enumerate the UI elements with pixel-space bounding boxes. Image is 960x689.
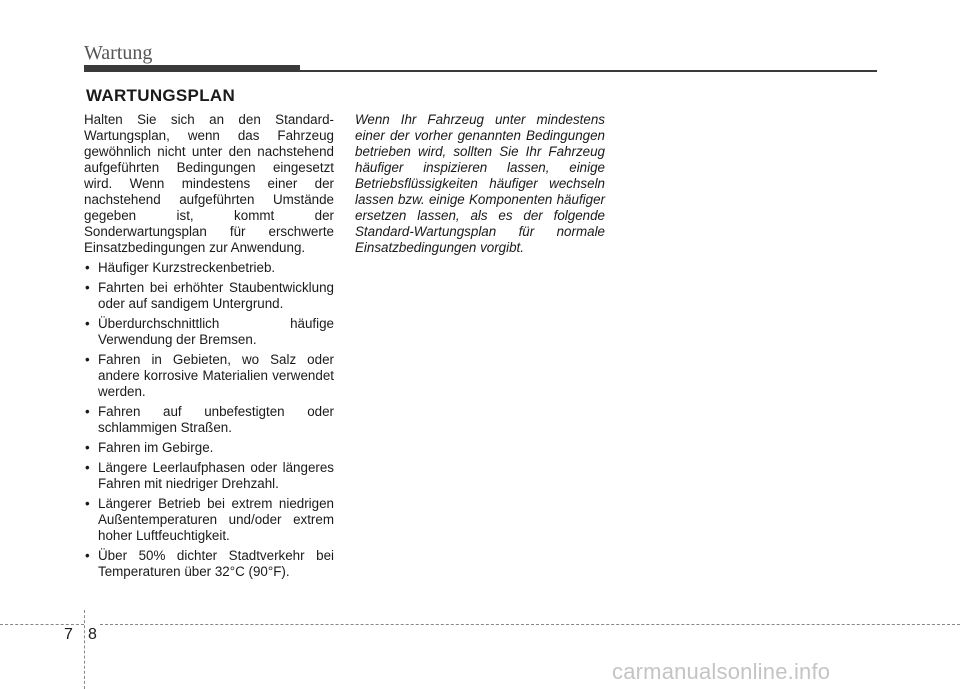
bullet: •	[85, 460, 90, 475]
list-item-text: Längerer Betrieb bei extrem niedrigen Außentemperaturen und/oder extrem hoher Luftfeuchtigkeit.	[98, 496, 334, 543]
bullet: •	[85, 352, 90, 367]
section-heading: WARTUNGSPLAN	[86, 86, 236, 105]
footer-vertical-divider	[84, 610, 85, 689]
list-item	[84, 280, 334, 312]
list-item	[84, 404, 334, 436]
watermark: carmanualsonline.info	[612, 659, 831, 684]
bullet: •	[85, 260, 90, 275]
list-item	[84, 496, 334, 544]
bullet: •	[85, 440, 90, 455]
bullet: •	[85, 496, 90, 511]
left-column	[84, 112, 334, 584]
page-number: 8	[88, 626, 97, 643]
footer-divider-left	[0, 624, 84, 625]
intro-paragraph: Halten Sie sich an den Standard-Wartungsplan, wenn das Fahrzeug gewöhnlich nicht unter den nachstehend aufgeführten Bedingungen eingesetzt wird. Wenn mindestens einer der nachstehend aufgeführten Umstände gegeben ist, kommt der Sonderwartungsplan für erschwerte Einsatzbedingungen zur Anwendung.	[84, 112, 334, 255]
page-chapter-number: 7	[64, 626, 73, 643]
list-item	[84, 460, 334, 492]
title-bar-thin	[300, 70, 877, 72]
list-item-text: Fahren im Gebirge.	[98, 440, 214, 455]
list-item-text: Fahren auf unbefestigten oder schlammigen Straßen.	[98, 404, 334, 435]
list-item	[84, 352, 334, 400]
bullet: •	[85, 548, 90, 563]
list-item-text: Längere Leerlaufphasen oder längeres Fahren mit niedriger Drehzahl.	[98, 460, 334, 491]
condition-list	[84, 260, 334, 580]
chapter-title: Wartung	[84, 42, 153, 64]
list-item-text: Fahrten bei erhöhter Staubentwicklung oder auf sandigem Untergrund.	[98, 280, 334, 311]
list-item	[84, 440, 334, 456]
list-item	[84, 548, 334, 580]
bullet: •	[85, 280, 90, 295]
title-bar-thick	[84, 65, 300, 72]
bullet: •	[85, 316, 90, 331]
note-paragraph: Wenn Ihr Fahrzeug unter mindestens einer der vorher genannten Bedingungen betrieben wird, sollten Sie Ihr Fahrzeug häufiger inspizieren lassen, einige Betriebsflüssigkeiten häufiger wechseln lassen bzw. einige Komponenten häufiger ersetzen lassen, als es der folgende Standard-Wartungsplan für normale Einsatzbedingungen vorgibt.	[355, 112, 605, 255]
list-item-text: Über 50% dichter Stadtverkehr bei Temperaturen über 32°C (90°F).	[98, 548, 334, 579]
right-column	[355, 112, 605, 256]
list-item-text: Überdurchschnittlich häufige Verwendung der Bremsen.	[98, 316, 334, 347]
list-item-text: Fahren in Gebieten, wo Salz oder andere korrosive Materialien verwendet werden.	[98, 352, 334, 399]
list-item-text: Häufiger Kurzstreckenbetrieb.	[98, 260, 276, 275]
list-item	[84, 260, 334, 276]
list-item	[84, 316, 334, 348]
footer-divider-right	[100, 624, 960, 625]
bullet: •	[85, 404, 90, 419]
